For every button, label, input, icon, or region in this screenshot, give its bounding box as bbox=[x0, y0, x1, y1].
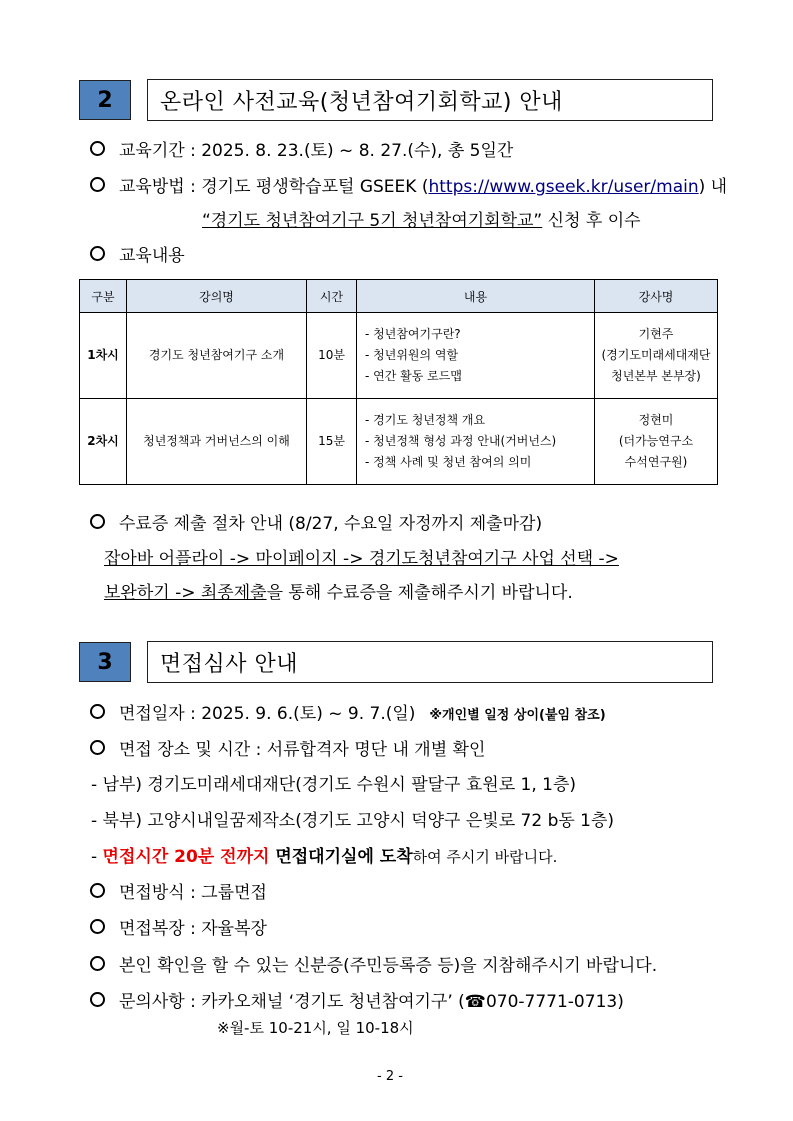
circle-bullet-icon bbox=[90, 514, 105, 529]
table-row bbox=[80, 313, 718, 399]
contact-hours: ※월-토 10-21시, 일 10-18시 bbox=[217, 1019, 414, 1037]
circle-bullet-icon bbox=[90, 740, 105, 755]
circle-bullet-icon bbox=[90, 704, 105, 719]
education-method: 교육방법 : 경기도 평생학습포털 GSEEK (https://www.gseek.kr/user/main) 내 bbox=[90, 176, 727, 198]
circle-bullet-icon bbox=[90, 177, 105, 192]
certificate-steps-line1: 잡아바 어플라이 -> 마이페이지 -> 경기도청년참여기구 사업 선택 -> bbox=[104, 549, 619, 569]
lecture-name: 청년정책과 거버넌스의 이해 bbox=[127, 399, 307, 485]
interview-dress: 면접복장 : 자율복장 bbox=[90, 918, 267, 940]
certificate-steps-line2: 보완하기 -> 최종제출을 통해 수료증을 제출해주시기 바랍니다. bbox=[104, 583, 573, 603]
circle-bullet-icon bbox=[90, 883, 105, 898]
lecture-time: 15분 bbox=[307, 399, 357, 485]
place-south: - 남부) 경기도미래세대재단(경기도 수원시 팔달구 효원로 1, 1층) bbox=[91, 775, 577, 795]
table-row bbox=[80, 399, 718, 485]
lecture-content: - 경기도 청년정책 개요 - 청년정책 형성 과정 안내(거버넌스) - 정책 사례 및 청년 참여의 의미 bbox=[357, 399, 595, 485]
header-cell: 시간 bbox=[307, 280, 357, 313]
section-title-3: 면접심사 안내 bbox=[147, 641, 713, 683]
header-cell: 내용 bbox=[357, 280, 595, 313]
circle-bullet-icon bbox=[90, 141, 105, 156]
place-north: - 북부) 고양시내일꿈제작소(경기도 고양시 덕양구 은빛로 72 b동 1층) bbox=[91, 811, 615, 831]
gseek-link[interactable]: https://www.gseek.kr/user/main bbox=[428, 177, 699, 197]
course-table bbox=[79, 279, 718, 485]
certificate-title: 수료증 제출 절차 안내 (8/27, 수요일 자정까지 제출마감) bbox=[90, 513, 542, 535]
education-content-label: 교육내용 bbox=[90, 245, 185, 267]
contact: 문의사항 : 카카오채널 ‘경기도 청년참여기구’ (☎070-7771-0713) bbox=[90, 991, 624, 1013]
section-number-2: 2 bbox=[79, 80, 131, 120]
session-no: 1차시 bbox=[80, 313, 127, 399]
schedule-note: ※개인별 일정 상이(붙임 참조) bbox=[429, 708, 606, 723]
circle-bullet-icon bbox=[90, 919, 105, 934]
page-number: - 2 - bbox=[377, 1069, 403, 1084]
header-cell: 강사명 bbox=[595, 280, 718, 313]
interview-type: 면접방식 : 그룹면접 bbox=[90, 882, 267, 904]
section-title-2: 온라인 사전교육(청년참여기회학교) 안내 bbox=[147, 79, 713, 121]
lecture-name: 경기도 청년참여기구 소개 bbox=[127, 313, 307, 399]
lecturer: 기현주 (경기도미래세대재단 청년본부 본부장) bbox=[595, 313, 718, 399]
table-header-row bbox=[80, 280, 718, 313]
circle-bullet-icon bbox=[90, 246, 105, 261]
education-period: 교육기간 : 2025. 8. 23.(토) ~ 8. 27.(수), 총 5일간 bbox=[90, 140, 513, 162]
id-check: 본인 확인을 할 수 있는 신분증(주민등록증 등)을 지참해주시기 바랍니다. bbox=[90, 955, 657, 977]
education-method-line2: “경기도 청년참여기구 5기 청년참여기회학교” 신청 후 이수 bbox=[202, 211, 641, 231]
lecturer: 정현미 (더가능연구소 수석연구원) bbox=[595, 399, 718, 485]
interview-place: 면접 장소 및 시간 : 서류합격자 명단 내 개별 확인 bbox=[90, 739, 485, 761]
circle-bullet-icon bbox=[90, 992, 105, 1007]
lecture-content: - 청년참여기구란? - 청년위원의 역할 - 연간 활동 로드맵 bbox=[357, 313, 595, 399]
section-number-3: 3 bbox=[79, 642, 131, 682]
interview-date: 면접일자 : 2025. 9. 6.(토) ~ 9. 7.(일) ※개인별 일정 상이(붙임 참조) bbox=[90, 703, 606, 727]
arrival-notice: - 면접시간 20분 전까지 면접대기실에 도착하여 주시기 바랍니다. bbox=[91, 847, 558, 867]
header-cell: 강의명 bbox=[127, 280, 307, 313]
session-no: 2차시 bbox=[80, 399, 127, 485]
header-cell: 구분 bbox=[80, 280, 127, 313]
lecture-time: 10분 bbox=[307, 313, 357, 399]
circle-bullet-icon bbox=[90, 956, 105, 971]
